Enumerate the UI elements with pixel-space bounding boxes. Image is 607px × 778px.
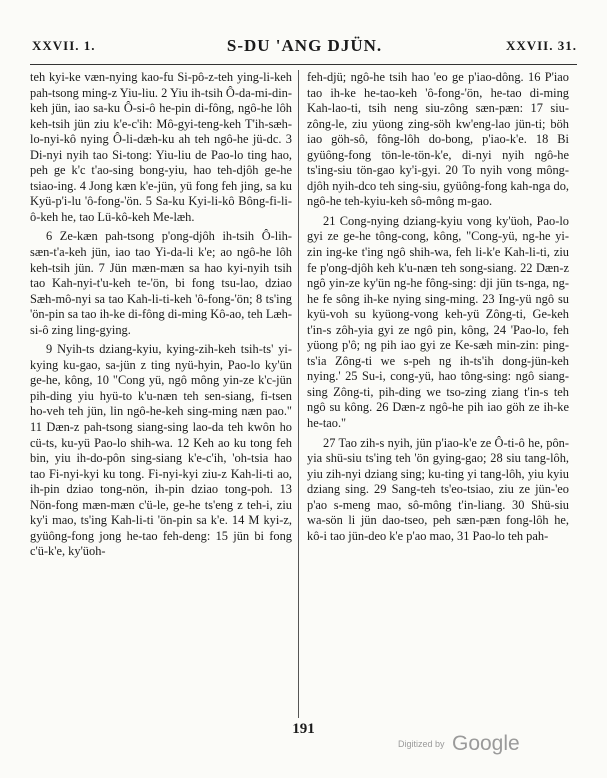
paragraph: teh kyi-ke væn-nying kao-fu Si-pô-z-teh ying-li-keh pah-tsong ming-z Yiu-liu. 2 Yiu ih-tsih Ô-da-mi-din-keh jün, iao sa-ku Ô-si-ô he-pin di-fông, ngô-he lôh keh-tsih jün ziu k'e-c'ih: Mô-gyi-teng-keh T'ih-sæh-lo-nyi-kô nying Ô-li-dæh-ku ah teh ngô-he jü-dc. 3 Di-nyi nyih tao Si-tong: Yiu-liu de Pao-lo ting hao, peh ge k'c t'ao-sing bong-yiu, hao teh-djôh ge-he tsiao-ing. 4 Jong kæn k'e-jün, yü fong feh jing, sa ku Kyü-p'i-lu 'ô-fong-'ön. 5 Sa-ku Kyi-li-kô Bông-fi-li-ô-keh he, tao Lü-kô-keh Me-læh. <box>30 70 292 224</box>
left-column <box>30 70 292 560</box>
chapter-verse-start: XXVII. 1. <box>32 38 96 53</box>
watermark-prefix: Digitized by <box>398 739 445 749</box>
paragraph: 9 Nyih-ts dziang-kyiu, kying-zih-keh tsih-ts' yi-kying ku-gao, sa-jün z ting nyü-hyin, Pao-lo ky'ün ge-he, kông, 10 "Cong yü, ngô mông yin-ze k'c-jün pih-ding yiu hyü-to k'u-næn teh sen-siang, fi-tsen ho-veh teh jün, lin ngô-he-keh sing-ming næn pao." 11 Dæn-z pah-tsong siang-sing lao-da teh kwôn ho cü-ts, ku-yü Pao-lo shih-wa. 12 Keh ao ku tong feh bin, yiu ih-do-pôn sing-siang k'e-c'ih, 'oh-tsia hao tao Fi-nyi-kyi ku tong. Fi-nyi-kyi ziu-z Kah-li-ti ao, ih-pin dziao tong-nön, ih-pin dziao tong-poh. 13 Nön-fong mæn-mæn c'ü-le, ge-he ts'eng z teh-i, ziu ky'i mao, ts'ing Kah-li-ti 'ön-pin sa k'e. 14 M kyi-z, gyüông-fong jong he-tao feh-deng: 15 jün bi fong c'ü-k'e, ky'üoh- <box>30 342 292 559</box>
digitized-watermark <box>398 732 520 756</box>
page-number: 191 <box>292 721 315 737</box>
paragraph: 6 Ze-kæn pah-tsong p'ong-djôh ih-tsih Ô-lih-sæn-t'a-keh jün, iao tao Yi-da-li k'e; ao ngô-he lôh keh-tsih jün. 7 Jün mæn-mæn sa hao kyi-nyih tsih tao Kah-nyi-t'u-keh te-'ön, bi fong tsu-lao, dziao Sæh-mô-nyi sa tao Kah-li-ti-keh 'ô-fong-'ön; 8 ts'ing 'ön-pin sa tao ih-ke di-fông di-ming Kô-ao, teh Læh-si-ô zing ling-gying. <box>30 229 292 337</box>
header-rule <box>30 64 577 65</box>
paragraph: 27 Tao zih-s nyih, jün p'iao-k'e ze Ô-ti-ô he, pôn-yia shü-siu ts'ing teh 'ön gying-gao; 28 siu tang-lôh, yiu zih-nyi dziang sing; ku-ting yi tang-lôh, yiu kyiu dziang sing. 29 Sang-teh ts'eo-tsiao, ziu ze jün-'eo p'ao s-meng mao, sô-mông t'in-liang. 30 Shü-siu wa-sön li jün dao-tseo, peh sæn-pæn fong-lôh he, kô-i tao jün-deo k'e p'ao mao, 31 Pao-lo teh pah- <box>307 435 569 543</box>
column-divider <box>298 70 299 718</box>
running-header <box>32 38 577 58</box>
paragraph: feh-djü; ngô-he tsih hao 'eo ge p'iao-dông. 16 P'iao tao ih-ke he-tao-keh 'ô-fong-'ön, he-tao di-ming Kah-lao-ti, tsih neng siu-zông sæn-pæn: 17 siu-zông-le, ziu yüong zing-söh kw'eng-lao jün-ti; böh iao göh-sô, fông-lôh do-bong, p'iao-k'e. 18 Bi gyüông-fong tön-le-tön-k'e, di-nyi nyih ngô-he ts'ing-siu tön-gao ky'i-gyi. 20 To nyih vong mông-djôh nyih-dco teh sing-siu, gyüông-fong kah-nga do, ngô-he teh-kyiu-keh sô-mông m-gao. <box>307 70 569 209</box>
google-logo: Google <box>451 732 520 755</box>
chapter-verse-end: XXVII. 31. <box>505 38 577 53</box>
right-column <box>307 70 569 544</box>
paragraph: 21 Cong-nying dziang-kyiu vong ky'üoh, Pao-lo gyi ze ge-he tông-cong, kông, "Cong-yü, ng-he yi-zin ing-ke t'ing ngô shih-wa, feh li-k'e Kah-li-ti, ziu fe p'ong-djôh keh k'u-næn teh song-siang. 22 Dæn-z ngô yin-ze ky'ün ng-he fông-sing: dji jün ts-nga, ng-he fe sông ih-ke nying sing-ming. 23 Ing-yü ngô su kyü-voh su kyüong-vong keh-yü Zông-ti, Ge-keh t'in-s zôh-yia gyi ze ngô pin, kông, 24 'Pao-lo, feh yüong p'ô; ng pih iao gyi ze Ke-sæh min-zin: ping-ts'ia Zông-ti we s-peh ng ih-ts'ih dong-jün-keh nying.' 25 Su-i, cong-yü, hao tông-sing: ngô siang-sing Zông-ti, pih-ding we tso-zing ziang t'in-s teh ngô su kông. 26 Dæn-z ngô-he pih iao göh ze ih-ke he-tao." <box>307 213 569 431</box>
book-title: S-DU 'ANG DJÜN. <box>226 36 383 55</box>
